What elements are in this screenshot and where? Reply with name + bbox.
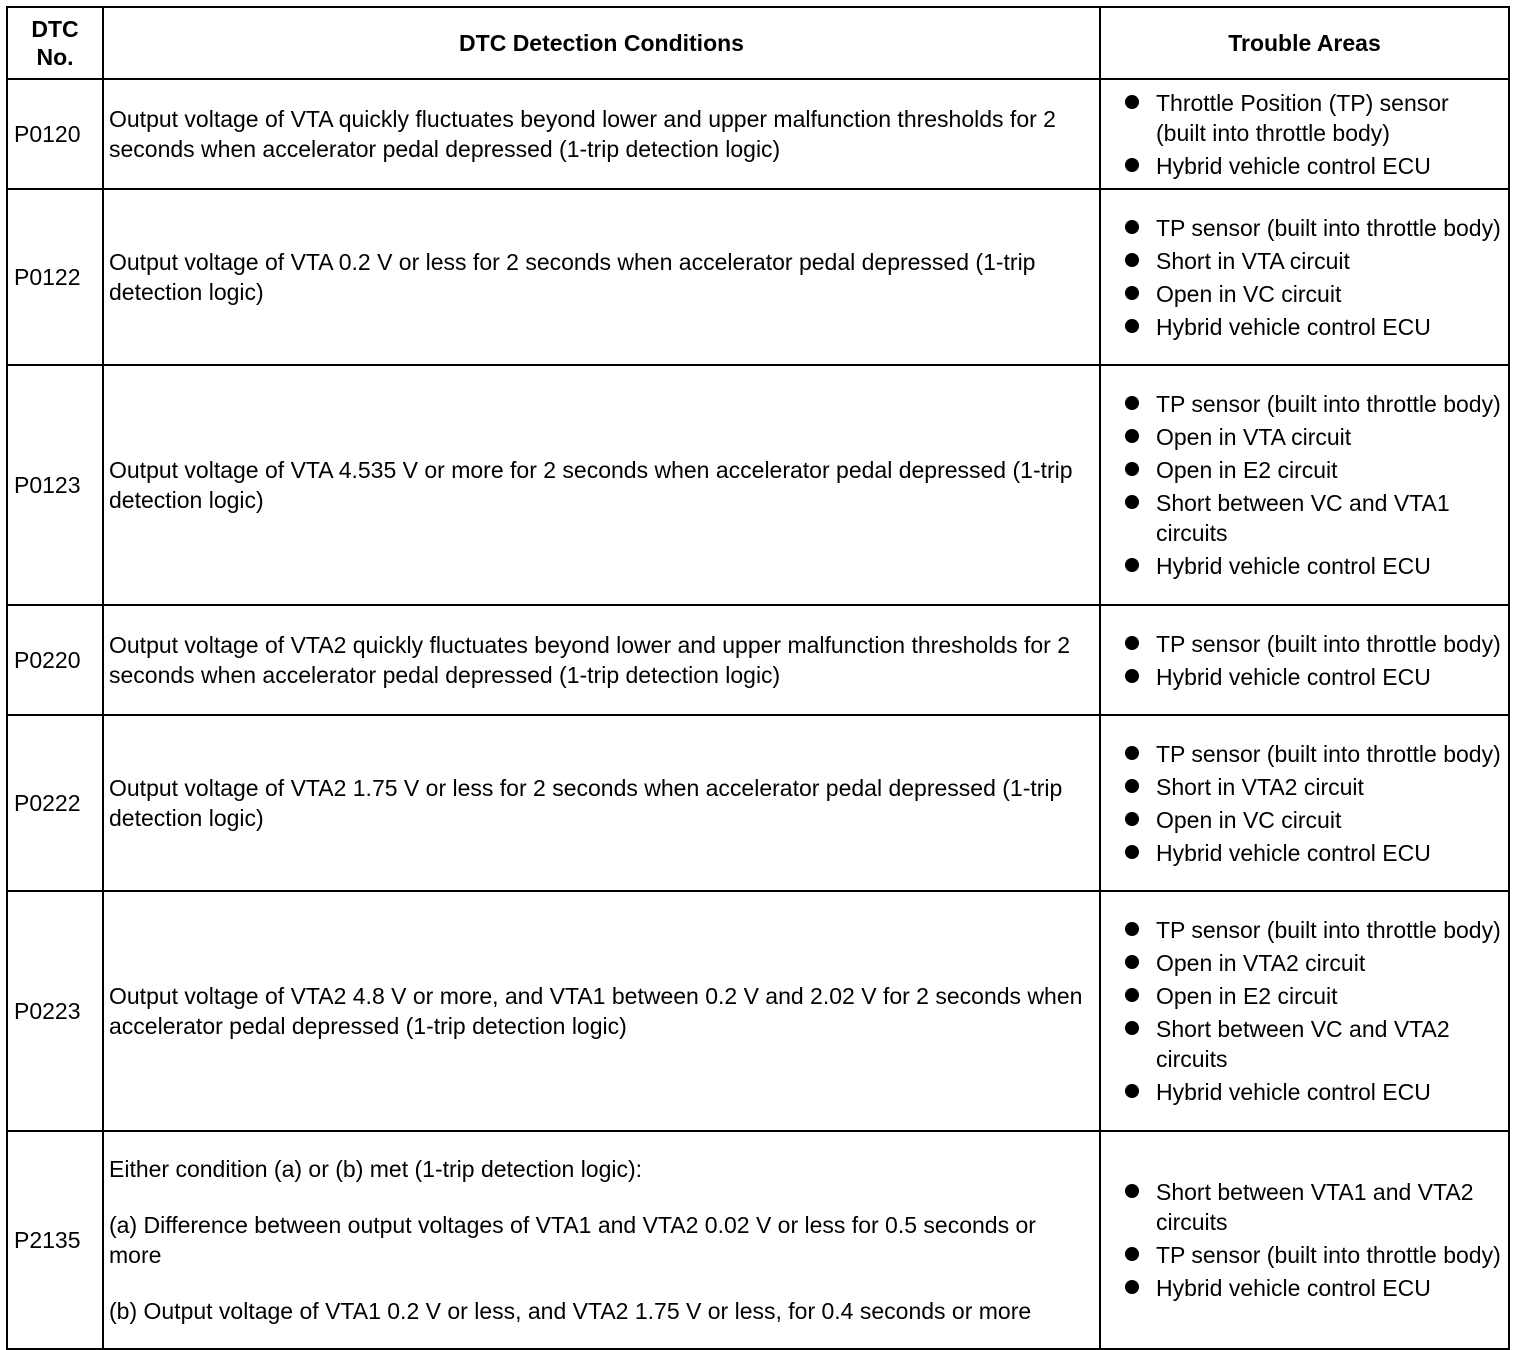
- trouble-area-text: Throttle Position (TP) sensor (built into throttle body): [1156, 89, 1449, 146]
- header-detection-conditions: DTC Detection Conditions: [103, 7, 1100, 79]
- dtc-table: [6, 6, 1510, 1350]
- bullet-icon: [1125, 779, 1139, 793]
- bullet-icon: [1125, 1280, 1139, 1294]
- list-item: [1123, 739, 1502, 769]
- dtc-code: P0122: [7, 189, 103, 365]
- dtc-code: P0123: [7, 365, 103, 605]
- table-body: [7, 79, 1509, 1349]
- trouble-area-text: Hybrid vehicle control ECU: [1156, 1275, 1431, 1301]
- bullet-icon: [1125, 1084, 1139, 1098]
- bullet-icon: [1125, 746, 1139, 760]
- trouble-area-text: Hybrid vehicle control ECU: [1156, 1079, 1431, 1105]
- trouble-area-text: Hybrid vehicle control ECU: [1156, 313, 1431, 340]
- list-item: [1123, 88, 1502, 148]
- bullet-icon: [1125, 158, 1139, 172]
- trouble-areas-cell: [1100, 189, 1509, 365]
- trouble-areas-cell: [1100, 715, 1509, 891]
- trouble-area-text: Open in VC circuit: [1156, 280, 1342, 307]
- header-row: [7, 7, 1509, 79]
- detection-conditions-cell: [103, 365, 1100, 605]
- list-item: [1123, 213, 1502, 243]
- bullet-icon: [1125, 955, 1139, 969]
- table-header: [7, 7, 1509, 79]
- list-item: [1123, 838, 1502, 868]
- trouble-area-text: Short between VTA1 and VTA2 circuits: [1156, 1179, 1474, 1235]
- list-item: [1123, 915, 1502, 945]
- trouble-areas-cell: [1100, 891, 1509, 1131]
- trouble-areas-list: [1123, 88, 1502, 181]
- list-item: [1123, 551, 1502, 581]
- list-item: [1123, 488, 1502, 548]
- list-item: [1123, 279, 1502, 309]
- bullet-icon: [1125, 812, 1139, 826]
- trouble-areas-list: [1123, 213, 1502, 342]
- bullet-icon: [1125, 462, 1139, 476]
- list-item: [1123, 772, 1502, 802]
- trouble-area-text: TP sensor (built into throttle body): [1156, 917, 1501, 943]
- trouble-area-text: TP sensor (built into throttle body): [1156, 1242, 1501, 1268]
- dtc-code: P0220: [7, 605, 103, 715]
- trouble-areas-cell: [1100, 79, 1509, 189]
- list-item: [1123, 629, 1502, 659]
- list-item: [1123, 948, 1502, 978]
- detection-condition-text: (b) Output voltage of VTA1 0.2 V or less, and VTA2 1.75 V or less, for 0.4 seconds or more: [109, 1298, 1032, 1324]
- trouble-area-text: TP sensor (built into throttle body): [1156, 391, 1501, 417]
- detection-conditions-cell: [103, 891, 1100, 1131]
- bullet-icon: [1125, 922, 1139, 936]
- trouble-areas-cell: [1100, 365, 1509, 605]
- dtc-code: P0223: [7, 891, 103, 1131]
- header-trouble-areas: Trouble Areas: [1100, 7, 1509, 79]
- table-row: [7, 189, 1509, 365]
- bullet-icon: [1125, 95, 1139, 109]
- detection-conditions-cell: [103, 605, 1100, 715]
- trouble-area-text: Hybrid vehicle control ECU: [1156, 553, 1431, 579]
- list-item: [1123, 1077, 1502, 1107]
- trouble-area-text: Open in VTA2 circuit: [1156, 950, 1366, 976]
- trouble-area-text: Short between VC and VTA2 circuits: [1156, 1016, 1450, 1072]
- detection-conditions-cell: [103, 1131, 1100, 1349]
- list-item: [1123, 455, 1502, 485]
- bullet-icon: [1125, 558, 1139, 572]
- detection-condition-text: Output voltage of VTA quickly fluctuates beyond lower and upper malfunction thresholds for 2 seconds when accelerator pedal depressed (1-trip detection logic): [109, 106, 1056, 162]
- trouble-area-text: Short in VTA circuit: [1156, 247, 1350, 274]
- dtc-code: P2135: [7, 1131, 103, 1349]
- header-dtc-no: DTC No.: [7, 7, 103, 79]
- bullet-icon: [1125, 429, 1139, 443]
- list-item: [1123, 422, 1502, 452]
- detection-conditions-cell: [103, 715, 1100, 891]
- table-row: [7, 1131, 1509, 1349]
- detection-condition-text: Output voltage of VTA 0.2 V or less for 2 seconds when accelerator pedal depressed (1-trip detection logic): [109, 249, 1036, 305]
- trouble-area-text: Hybrid vehicle control ECU: [1156, 152, 1431, 179]
- detection-condition-text: Output voltage of VTA2 4.8 V or more, and VTA1 between 0.2 V and 2.02 V for 2 seconds when accelerator pedal depressed (1-trip detection logic): [109, 983, 1083, 1039]
- dtc-code: P0120: [7, 79, 103, 189]
- trouble-areas-list: [1123, 915, 1502, 1107]
- trouble-area-text: Open in E2 circuit: [1156, 983, 1338, 1009]
- detection-conditions-cell: [103, 189, 1100, 365]
- trouble-areas-list: [1123, 1177, 1502, 1303]
- list-item: [1123, 151, 1502, 181]
- bullet-icon: [1125, 988, 1139, 1002]
- list-item: [1123, 1240, 1502, 1270]
- trouble-areas-cell: [1100, 605, 1509, 715]
- table-row: [7, 605, 1509, 715]
- trouble-area-text: Hybrid vehicle control ECU: [1156, 839, 1431, 866]
- list-item: [1123, 662, 1502, 692]
- list-item: [1123, 246, 1502, 276]
- detection-conditions-cell: [103, 79, 1100, 189]
- bullet-icon: [1125, 845, 1139, 859]
- list-item: [1123, 312, 1502, 342]
- trouble-area-text: TP sensor (built into throttle body): [1156, 214, 1501, 241]
- detection-condition-text: Output voltage of VTA2 1.75 V or less for 2 seconds when accelerator pedal depressed (1-trip detection logic): [109, 775, 1063, 831]
- bullet-icon: [1125, 636, 1139, 650]
- bullet-icon: [1125, 1021, 1139, 1035]
- trouble-areas-list: [1123, 389, 1502, 581]
- bullet-icon: [1125, 220, 1139, 234]
- detection-condition-text: Output voltage of VTA 4.535 V or more for 2 seconds when accelerator pedal depressed (1-trip detection logic): [109, 457, 1073, 513]
- bullet-icon: [1125, 1184, 1139, 1198]
- trouble-area-text: Open in E2 circuit: [1156, 457, 1338, 483]
- detection-condition-text: (a) Difference between output voltages of VTA1 and VTA2 0.02 V or less for 0.5 seconds or more: [109, 1212, 1036, 1268]
- bullet-icon: [1125, 253, 1139, 267]
- trouble-areas-cell: [1100, 1131, 1509, 1349]
- table-row: [7, 715, 1509, 891]
- bullet-icon: [1125, 396, 1139, 410]
- bullet-icon: [1125, 286, 1139, 300]
- dtc-code: P0222: [7, 715, 103, 891]
- detection-condition-text: Either condition (a) or (b) met (1-trip detection logic):: [109, 1156, 643, 1182]
- list-item: [1123, 1177, 1502, 1237]
- list-item: [1123, 1273, 1502, 1303]
- list-item: [1123, 389, 1502, 419]
- table-row: [7, 891, 1509, 1131]
- list-item: [1123, 805, 1502, 835]
- trouble-areas-list: [1123, 629, 1502, 692]
- bullet-icon: [1125, 319, 1139, 333]
- trouble-area-text: TP sensor (built into throttle body): [1156, 630, 1501, 657]
- trouble-area-text: TP sensor (built into throttle body): [1156, 740, 1501, 767]
- table-row: [7, 365, 1509, 605]
- trouble-area-text: Short between VC and VTA1 circuits: [1156, 490, 1450, 546]
- detection-condition-text: Output voltage of VTA2 quickly fluctuates beyond lower and upper malfunction thresholds for 2 seconds when accelerator pedal depressed (1-trip detection logic): [109, 632, 1071, 688]
- table-row: [7, 79, 1509, 189]
- trouble-area-text: Open in VTA circuit: [1156, 424, 1352, 450]
- trouble-area-text: Short in VTA2 circuit: [1156, 773, 1364, 800]
- trouble-areas-list: [1123, 739, 1502, 868]
- list-item: [1123, 981, 1502, 1011]
- list-item: [1123, 1014, 1502, 1074]
- trouble-area-text: Open in VC circuit: [1156, 806, 1342, 833]
- bullet-icon: [1125, 495, 1139, 509]
- bullet-icon: [1125, 669, 1139, 683]
- bullet-icon: [1125, 1247, 1139, 1261]
- trouble-area-text: Hybrid vehicle control ECU: [1156, 663, 1431, 690]
